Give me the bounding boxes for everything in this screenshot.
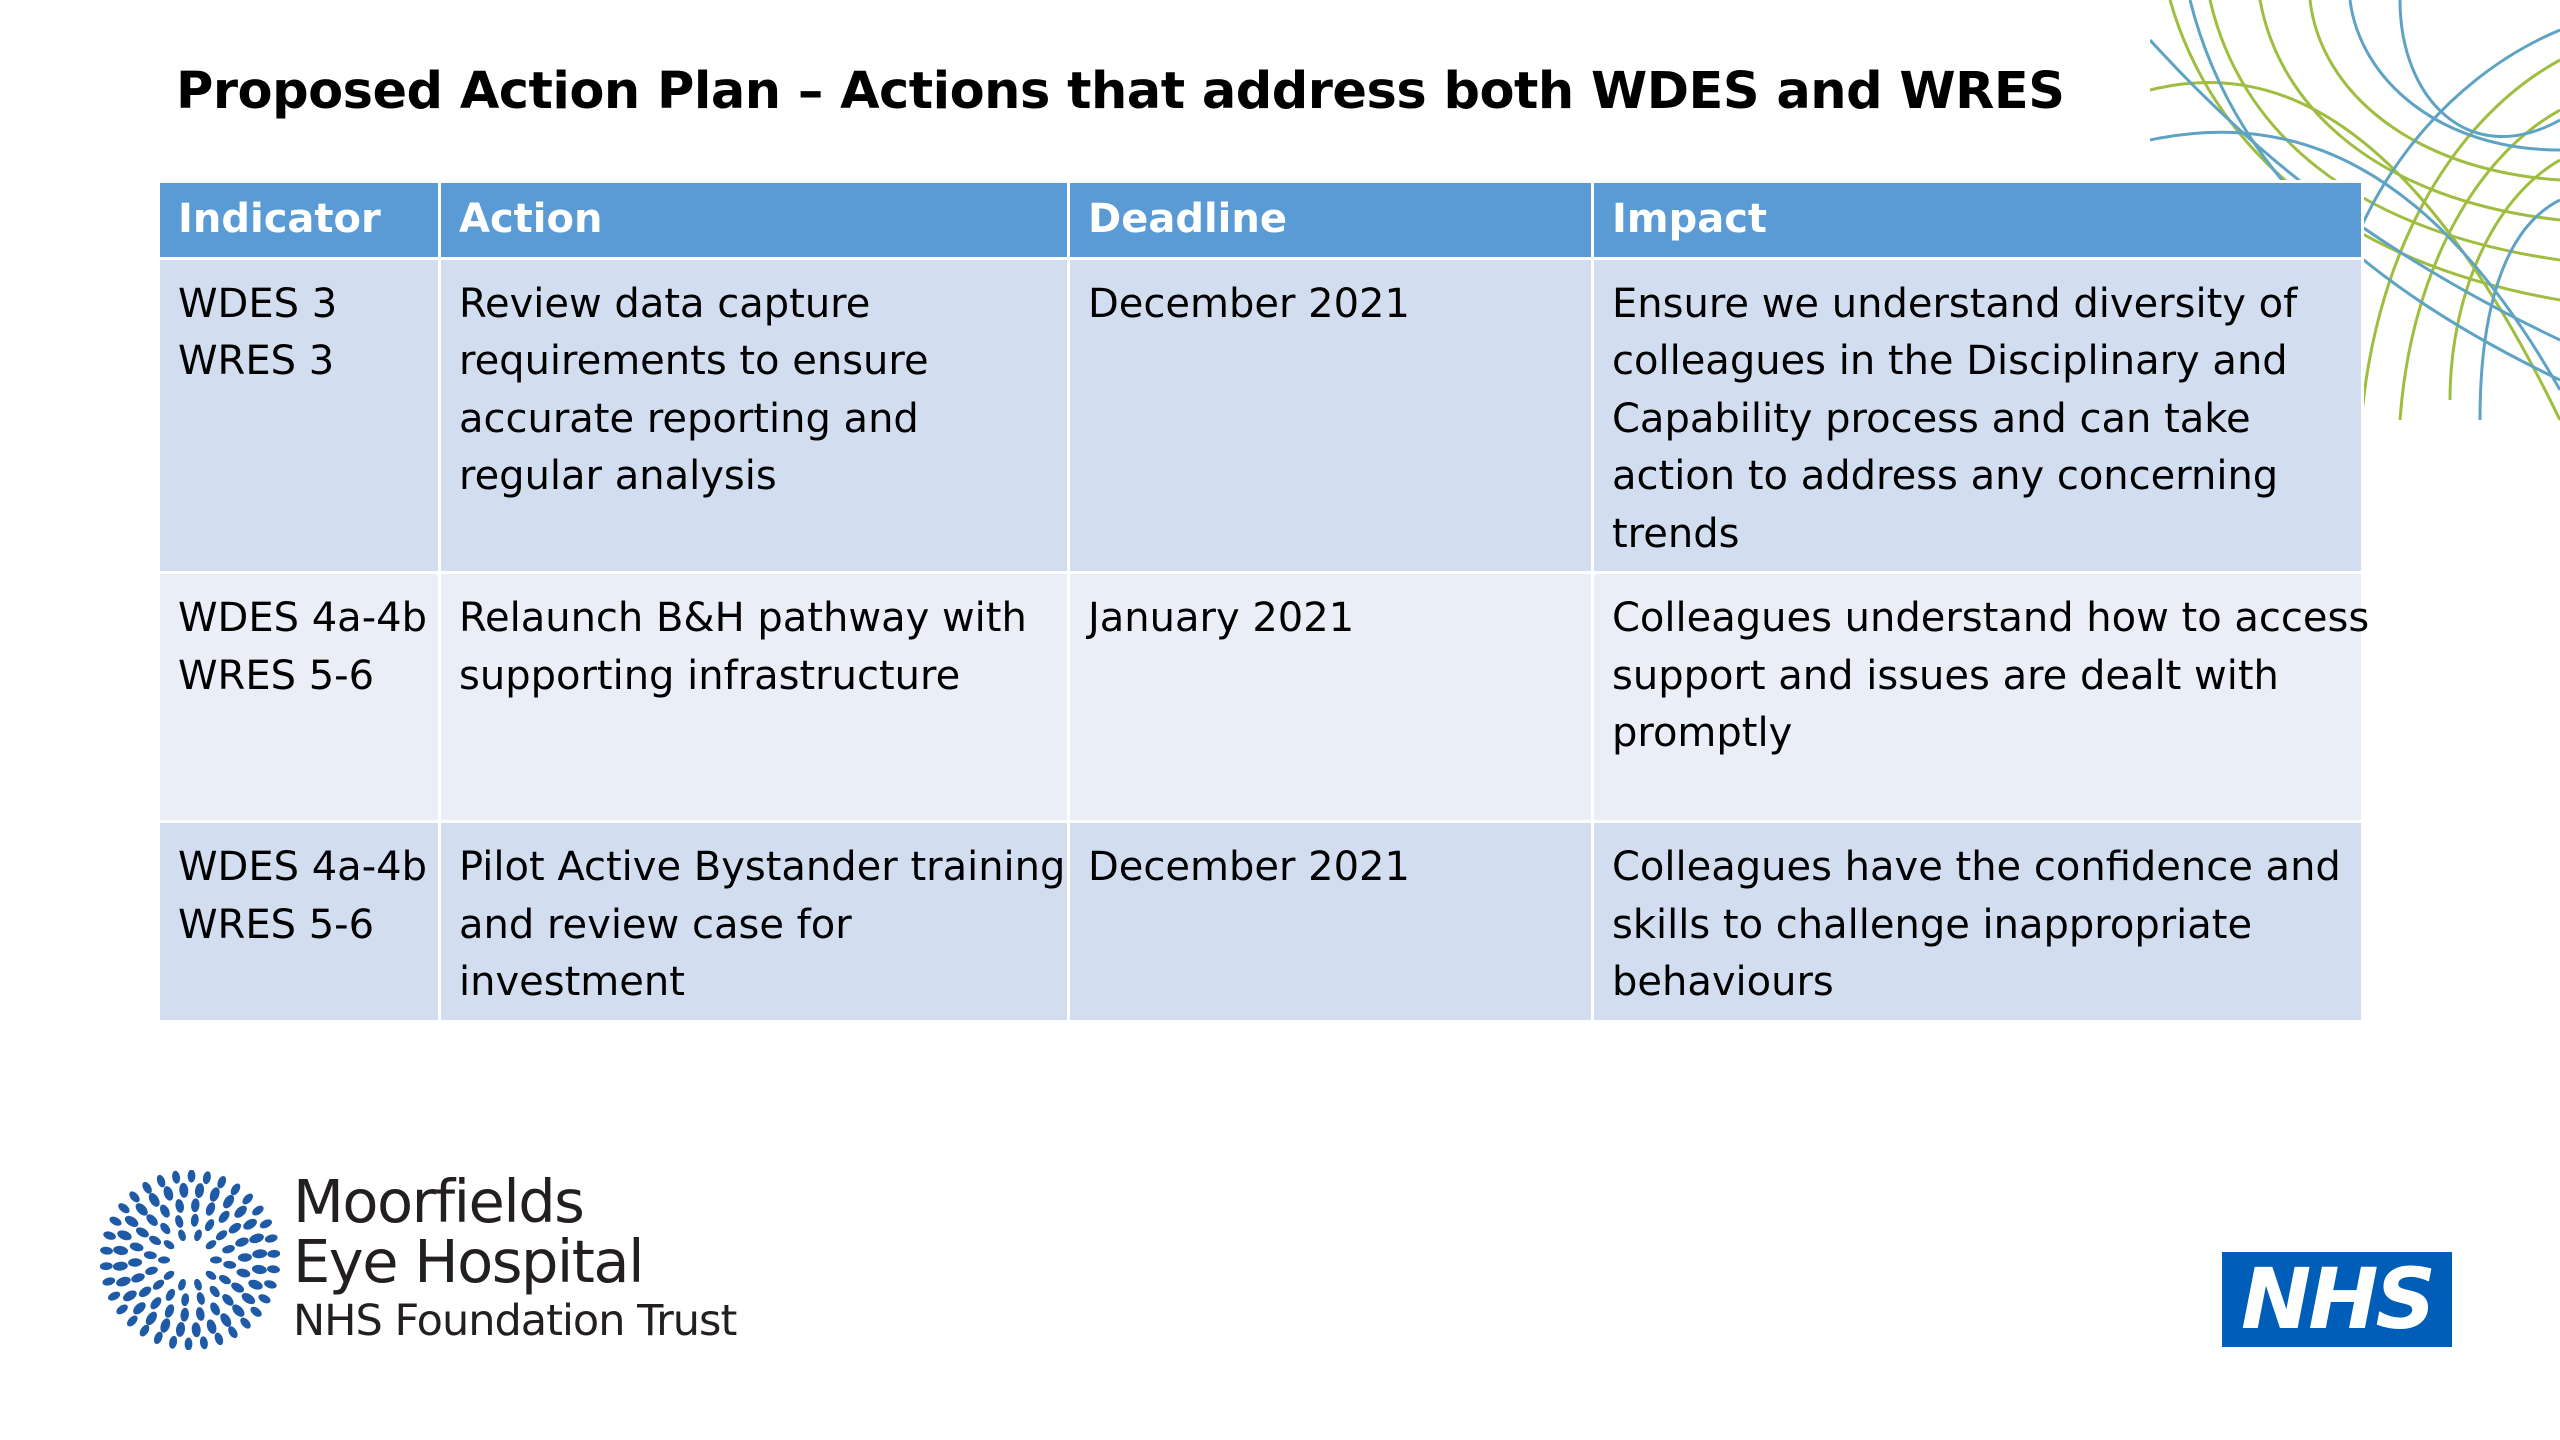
logo-dot xyxy=(218,1311,233,1328)
logo-dot xyxy=(158,1221,172,1236)
cell-line: Ensure we understand diversity of xyxy=(1612,280,2298,327)
deadline-cell xyxy=(1069,258,1593,573)
cell-line: investment xyxy=(459,959,685,1005)
logo-dot xyxy=(100,1262,113,1271)
logo-dot xyxy=(102,1230,117,1241)
cell-line: behaviours xyxy=(1612,959,1834,1005)
logo-dot xyxy=(148,1234,163,1247)
logo-name-line1: Moorfields xyxy=(293,1167,584,1236)
impact-cell xyxy=(1593,573,2370,822)
logo-dot xyxy=(229,1182,243,1197)
logo-dot xyxy=(213,1331,225,1346)
cell-line: and review case for xyxy=(459,901,852,948)
cell-line: trends xyxy=(1612,510,1740,557)
logo-dot xyxy=(113,1245,129,1256)
cell-line: Colleagues have the confidence and xyxy=(1612,844,2341,890)
logo-dot xyxy=(217,1273,232,1286)
logo-dot xyxy=(257,1292,272,1305)
logo-dot xyxy=(216,1175,228,1190)
logo-dot xyxy=(216,1209,231,1225)
logo-dot xyxy=(108,1215,123,1228)
logo-dot xyxy=(204,1269,218,1282)
logo-dot xyxy=(164,1287,177,1302)
cell-line: regular analysis xyxy=(459,453,777,499)
header-deadline: Deadline xyxy=(1069,182,1593,259)
logo-dot xyxy=(116,1228,133,1242)
logo-dot xyxy=(205,1318,218,1335)
logo-dot xyxy=(208,1186,222,1203)
logo-dot xyxy=(190,1198,200,1213)
cell-line: Pilot Active Bystander training xyxy=(459,844,1066,890)
cell-line: WDES 4a-4b xyxy=(178,844,427,890)
logo-dot xyxy=(130,1272,146,1285)
logo-dot xyxy=(151,1278,166,1292)
header-indicator: Indicator xyxy=(159,182,440,259)
cell-line: December 2021 xyxy=(1088,280,1410,327)
logo-dot xyxy=(194,1183,205,1199)
logo-dot xyxy=(175,1321,186,1337)
logo-dot xyxy=(138,1323,152,1338)
table-header-row xyxy=(159,182,2363,259)
logo-dot xyxy=(152,1330,164,1345)
logo-dot xyxy=(174,1214,185,1229)
logo-dot xyxy=(241,1216,258,1231)
logo-dot xyxy=(115,1302,130,1316)
cell-line: requirements to ensure xyxy=(459,338,929,384)
logo-dot xyxy=(144,1310,160,1327)
table-row xyxy=(159,573,2363,822)
logo-trust-line: NHS Foundation Trust xyxy=(293,1296,737,1346)
cell-line: Relaunch B&H pathway with xyxy=(459,595,1027,641)
logo-dot xyxy=(250,1204,265,1218)
logo-dot xyxy=(125,1314,140,1329)
cell-line: skills to challenge inappropriate xyxy=(1612,901,2253,948)
logo-dot xyxy=(146,1191,161,1208)
logo-dot xyxy=(252,1249,268,1259)
cell-line: WRES 5-6 xyxy=(178,652,375,699)
logo-dot xyxy=(123,1214,140,1230)
cell-line: WDES 4a-4b xyxy=(178,595,427,641)
logo-dot xyxy=(193,1278,204,1292)
moorfields-eye-logo-icon xyxy=(100,1170,280,1350)
logo-dot xyxy=(240,1291,257,1307)
logo-dot xyxy=(247,1278,264,1292)
logo-dot xyxy=(227,1221,243,1236)
logo-dot xyxy=(267,1249,280,1258)
page-title: Proposed Action Plan – Actions that address both WDES and WRES xyxy=(176,62,2065,121)
logo-dot xyxy=(162,1185,175,1202)
logo-dot xyxy=(195,1291,206,1306)
logo-dot xyxy=(229,1280,245,1294)
logo-dot xyxy=(179,1182,189,1198)
logo-dot xyxy=(248,1232,265,1245)
logo-dot xyxy=(203,1218,216,1233)
logo-dot xyxy=(187,1170,195,1183)
logo-dot xyxy=(162,1269,176,1282)
logo-dot xyxy=(181,1293,190,1307)
logo-dot xyxy=(190,1213,199,1227)
logo-dot xyxy=(158,1317,172,1334)
logo-dot xyxy=(214,1228,229,1242)
logo-dot xyxy=(100,1246,113,1255)
logo-dot xyxy=(180,1307,190,1322)
logo-dot xyxy=(162,1238,176,1251)
logo-dot xyxy=(208,1284,222,1299)
cell-line: January 2021 xyxy=(1088,595,1355,641)
impact-cell xyxy=(1593,258,2363,573)
logo-dot xyxy=(191,1322,201,1338)
nhs-logo-badge: NHS xyxy=(2222,1252,2452,1347)
logo-dot xyxy=(163,1303,176,1319)
logo-dot xyxy=(204,1238,218,1251)
logo-dot xyxy=(184,1337,192,1350)
logo-dot xyxy=(177,1278,188,1292)
logo-dot xyxy=(199,1336,209,1350)
logo-dot xyxy=(129,1241,145,1252)
cell-line: Capability process and can take xyxy=(1612,395,2251,442)
cell-line: WDES 3 xyxy=(178,280,338,327)
action-plan-table xyxy=(157,180,2370,1023)
cell-line: December 2021 xyxy=(1088,844,1410,890)
logo-dot xyxy=(174,1198,185,1213)
logo-dot xyxy=(232,1203,249,1220)
logo-dot xyxy=(193,1228,204,1242)
logo-dot xyxy=(155,1174,167,1189)
logo-dot xyxy=(208,1301,222,1317)
logo-dot xyxy=(171,1170,181,1184)
action-cell xyxy=(440,573,1069,822)
cell-line: WRES 5-6 xyxy=(178,901,375,948)
logo-dot xyxy=(131,1300,148,1317)
cell-line: action to address any concerning xyxy=(1612,453,2279,499)
action-cell xyxy=(440,822,1069,1022)
logo-dot xyxy=(143,1251,157,1260)
logo-dot xyxy=(177,1228,188,1242)
deadline-cell xyxy=(1069,822,1593,1022)
logo-dot xyxy=(128,1258,142,1267)
logo-dot xyxy=(238,1253,252,1262)
logo-dot xyxy=(121,1288,138,1303)
logo-dot xyxy=(148,1295,163,1311)
indicator-cell xyxy=(159,573,440,822)
logo-name-line2: Eye Hospital xyxy=(293,1227,643,1296)
logo-dot xyxy=(144,1265,159,1276)
logo-dot xyxy=(238,1316,252,1331)
impact-cell xyxy=(1593,822,2363,1022)
logo-dot xyxy=(158,1203,172,1219)
cell-line: support and issues are dealt with xyxy=(1612,652,2279,699)
logo-dot xyxy=(263,1279,278,1290)
logo-dot xyxy=(210,1256,222,1263)
logo-dot xyxy=(112,1261,128,1271)
cell-line: accurate reporting and xyxy=(459,395,919,442)
logo-dot xyxy=(240,1192,255,1207)
logo-dot xyxy=(137,1284,153,1299)
cell-line: supporting infrastructure xyxy=(459,652,961,699)
logo-dot xyxy=(223,1260,237,1269)
cell-line: WRES 3 xyxy=(178,338,335,384)
logo-dot xyxy=(249,1305,264,1319)
logo-dot xyxy=(236,1267,252,1278)
deadline-cell xyxy=(1069,573,1593,822)
logo-dot xyxy=(115,1275,132,1288)
logo-dot xyxy=(234,1236,250,1249)
table-row xyxy=(159,822,2363,1022)
logo-dot xyxy=(264,1233,279,1244)
header-action: Action xyxy=(440,182,1069,259)
logo-dot xyxy=(221,1244,236,1255)
logo-dot xyxy=(168,1335,178,1349)
action-cell xyxy=(440,258,1069,573)
logo-dot xyxy=(221,1193,237,1210)
logo-dot xyxy=(195,1306,206,1321)
logo-dot xyxy=(202,1171,212,1185)
cell-line: promptly xyxy=(1612,710,1793,756)
cell-line: colleagues in the Disciplinary and xyxy=(1612,338,2288,384)
logo-dot xyxy=(127,1189,141,1204)
logo-dot xyxy=(107,1290,122,1303)
header-impact: Impact xyxy=(1593,182,2363,259)
indicator-cell xyxy=(159,822,440,1022)
moorfields-logo-text xyxy=(293,1167,737,1350)
logo-dot xyxy=(204,1201,217,1217)
table-row xyxy=(159,258,2363,573)
logo-dot xyxy=(134,1225,150,1239)
logo-dot xyxy=(158,1256,170,1263)
cell-line: Colleagues understand how to access xyxy=(1612,595,2370,641)
logo-dot xyxy=(258,1218,273,1231)
indicator-cell xyxy=(159,258,440,573)
logo-dot xyxy=(102,1276,117,1287)
logo-dot xyxy=(267,1265,280,1274)
logo-dot xyxy=(116,1201,131,1215)
cell-line: Review data capture xyxy=(459,280,871,327)
logo-dot xyxy=(251,1264,267,1275)
